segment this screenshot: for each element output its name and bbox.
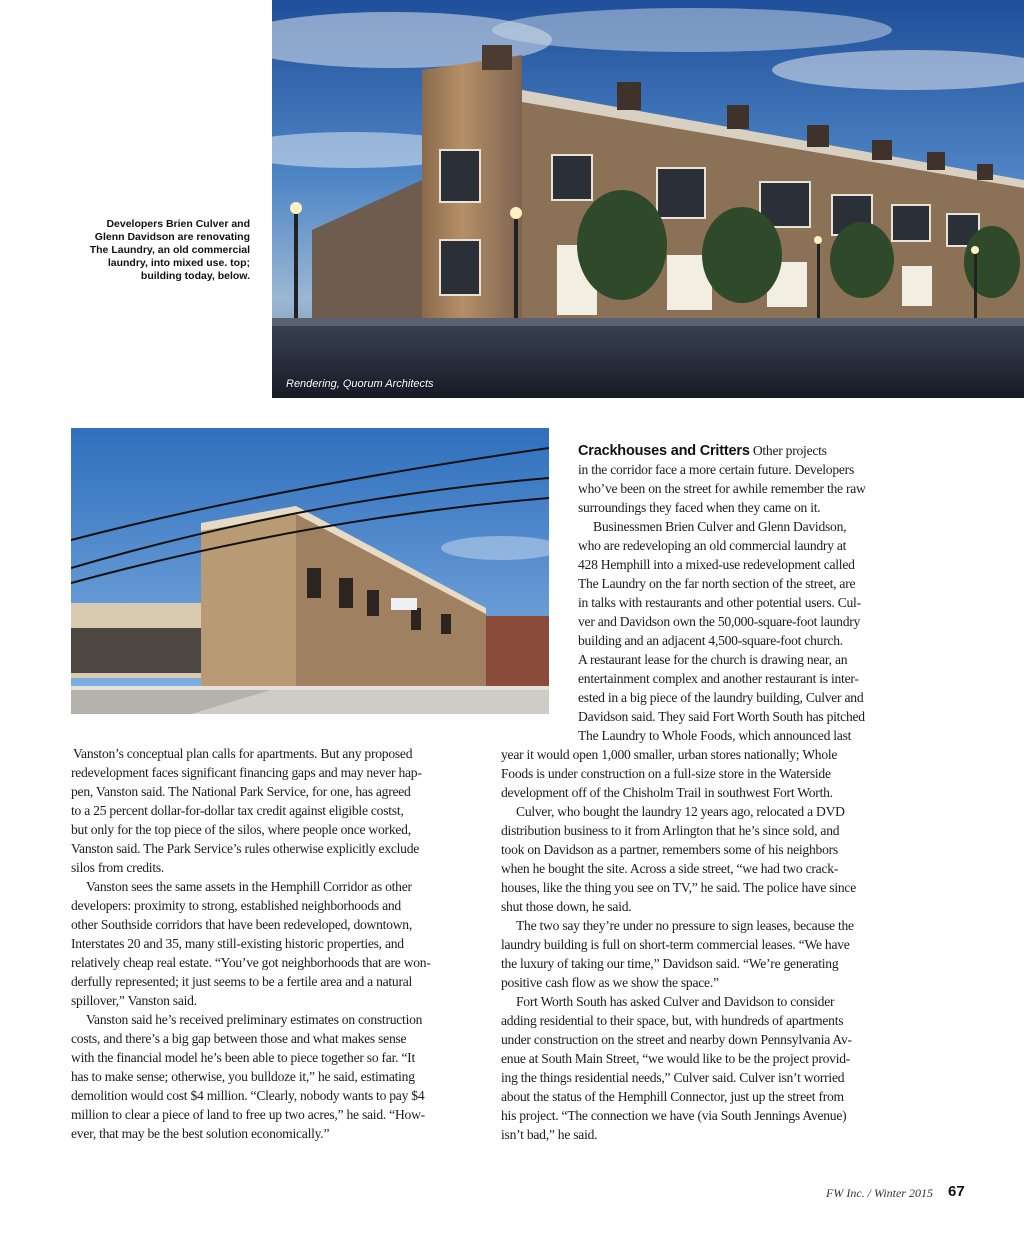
caption-line: Developers Brien Culver and [106, 218, 250, 230]
body-line: ing the things residential needs,” Culver said. Culver isn’t worried [501, 1070, 845, 1085]
body-line: entertainment complex and another restaurant is inter- [578, 671, 859, 686]
caption-line: laundry, into mixed use. top; [107, 257, 250, 269]
body-line: relatively cheap real estate. “You’ve got neighborhoods that are won- [71, 955, 431, 970]
body-line: to a 25 percent dollar-for-dollar tax credit against eligible costst, [71, 803, 404, 818]
body-line: enue at South Main Street, “we would like to be the project provid- [501, 1051, 851, 1066]
body-line: building and an adjacent 4,500-square-foot church. [578, 633, 843, 648]
body-line: adding residential to their space, but, with hundreds of apartments [501, 1013, 844, 1028]
body-line: year it would open 1,000 smaller, urban stores nationally; Whole [501, 747, 838, 762]
body-line: 428 Hemphill into a mixed-use redevelopment called [578, 557, 855, 572]
body-line: Vanston said he’s received preliminary estimates on construction [86, 1012, 423, 1027]
body-line: developers: proximity to strong, established neighborhoods and [71, 898, 401, 913]
body-line: shut those down, he said. [501, 899, 632, 914]
body-line: the luxury of taking our time,” Davidson said. “We’re generating [501, 956, 839, 971]
body-line: development off of the Chisholm Trail in southwest Fort Worth. [501, 785, 833, 800]
body-line: Davidson said. They said Fort Worth South has pitched [578, 709, 865, 724]
publication-folio: FW Inc. / Winter 2015 [826, 1186, 933, 1200]
body-line: houses, like the thing you see on TV,” he said. The police have since [501, 880, 856, 895]
body-line: when he bought the site. Across a side street, “we had two crack- [501, 861, 839, 876]
caption-line: building today, below. [140, 270, 250, 282]
body-line: million to clear a piece of land to free up two acres,” he said. “How- [71, 1107, 425, 1122]
body-line: distribution business to it from Arlington that he’s since sold, and [501, 823, 840, 838]
rendering-credit: Rendering, Quorum Architects [286, 378, 434, 390]
body-line: derfully represented; it just seems to be a fertile area and a natural [71, 974, 413, 989]
body-line: Businessmen Brien Culver and Glenn Davidson, [593, 519, 847, 534]
body-line: Culver, who bought the laundry 12 years ago, relocated a DVD [516, 804, 845, 819]
body-line: Interstates 20 and 35, many still-existing historic properties, and [71, 936, 404, 951]
section-heading: Crackhouses and Critters [578, 443, 750, 459]
rendering-image [272, 0, 1024, 398]
body-line: in talks with restaurants and other potential users. Cul- [578, 595, 861, 610]
body-line: Vanston sees the same assets in the Hemphill Corridor as other [86, 879, 412, 894]
body-line: isn’t bad,” he said. [501, 1127, 598, 1142]
body-line: The Laundry to Whole Foods, which announced last [578, 728, 852, 743]
body-line: silos from credits. [71, 860, 165, 875]
body-line: The two say they’re under no pressure to sign leases, because the [516, 918, 854, 933]
body-line: with the financial model he’s been able to piece together so far. “It [71, 1050, 415, 1065]
body-line: ver and Davidson own the 50,000-square-foot laundry [578, 614, 861, 629]
page-number: 67 [948, 1183, 965, 1200]
body-line: Foods is under construction on a full-size store in the Waterside [501, 766, 831, 781]
body-line: redevelopment faces significant financing gaps and may never hap- [71, 765, 422, 780]
body-line: surroundings they faced when they came on it. [578, 500, 821, 515]
body-line: took on Davidson as a partner, remembers some of his neighbors [501, 842, 838, 857]
body-line: Vanston’s conceptual plan calls for apartments. But any proposed [73, 746, 413, 761]
body-line: who’ve been on the street for awhile remember the raw [578, 481, 866, 496]
body-text: Other projects [749, 443, 827, 458]
body-line: ever, that may be the best solution economically.” [71, 1126, 330, 1141]
caption-line: Glenn Davidson are renovating [94, 231, 250, 243]
body-line: under construction on the street and nearby down Pennsylvania Av- [501, 1032, 852, 1047]
body-line: A restaurant lease for the church is drawing near, an [578, 652, 848, 667]
body-line: demolition would cost $4 million. “Clearly, nobody wants to pay $4 [71, 1088, 425, 1103]
body-line: pen, Vanston said. The National Park Service, for one, has agreed [71, 784, 411, 799]
body-line: about the status of the Hemphill Connector, just up the street from [501, 1089, 844, 1104]
body-line: The Laundry on the far north section of the street, are [578, 576, 856, 591]
photo-caption [70, 218, 250, 283]
body-line: spillover,” Vanston said. [71, 993, 197, 1008]
section-first-line [578, 441, 827, 461]
body-line: who are redeveloping an old commercial laundry at [578, 538, 847, 553]
body-line: costs, and there’s a big gap between those and what makes sense [71, 1031, 407, 1046]
body-line: positive cash flow as we show the space.” [501, 975, 719, 990]
body-line: Fort Worth South has asked Culver and Davidson to consider [516, 994, 835, 1009]
body-line: other Southside corridors that have been redeveloped, downtown, [71, 917, 412, 932]
caption-line: The Laundry, an old commercial [89, 244, 250, 256]
body-line: laundry building is full on short-term commercial leases. “We have [501, 937, 850, 952]
body-line: his project. “The connection we have (via South Jennings Avenue) [501, 1108, 847, 1123]
body-line: ested in a big piece of the laundry building, Culver and [578, 690, 864, 705]
building-photo [71, 428, 549, 714]
body-line: Vanston said. The Park Service’s rules otherwise explicitly exclude [71, 841, 420, 856]
body-line: in the corridor face a more certain future. Developers [578, 462, 854, 477]
body-line: but only for the top piece of the silos, where people once worked, [71, 822, 411, 837]
body-line: has to make sense; otherwise, you bulldoze it,” he said, estimating [71, 1069, 415, 1084]
